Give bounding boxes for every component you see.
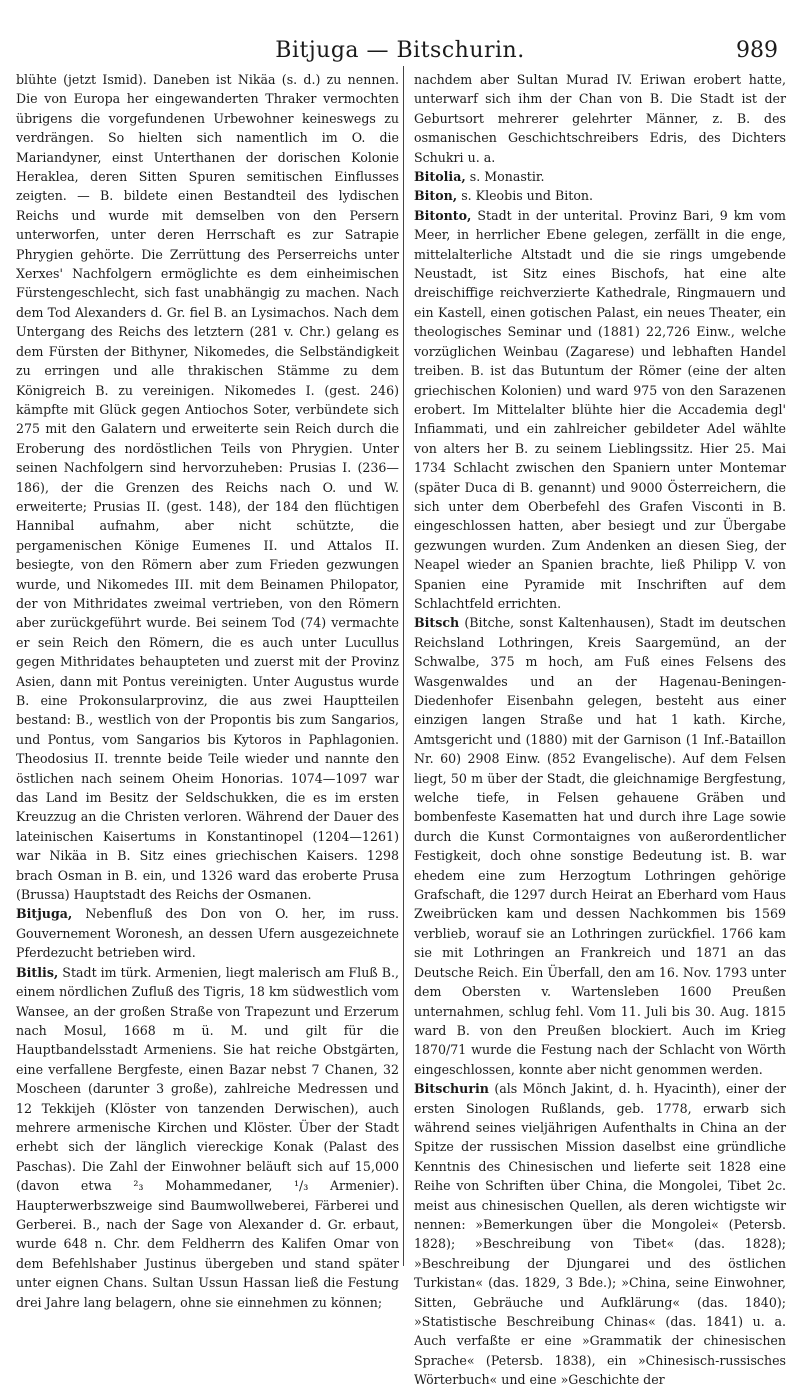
entry-text: s. Kleobis und Biton. xyxy=(457,188,594,204)
entry-biton xyxy=(414,186,786,205)
lemma-bitsch: Bitsch xyxy=(414,615,460,631)
entry-bitlis-continued: nachdem aber Sultan Murad IV. Eriwan erobert hatte, unterwarf sich ihm der Chan von B. Die Stadt ist der Geburtsort mehrerer gelehrter Männer, z. B. des osmanischen Geschichtschreibers Edris, des Dichters Schukri u. a. xyxy=(414,72,786,165)
entry-text: Stadt in der unterital. Provinz Bari, 9 km vom Meer, in herrlicher Ebene gelegen, zerfällt in die enge, mittelalterliche Altstadt und die sie rings umgebende Neustadt, ist Sitz eines Bischofs, hat eine alte dreischiffige reichverzierte Kathedrale, Ringmauern und ein Kastell, einen gotischen Palast, ein neues Theater, ein theologisches Seminar und (1881) 22,726 Einw., welche vorzüglichen Weinbau (Zagarese) und lebhaften Handel treiben. B. ist das Butuntum der Römer (eine der alten griechischen Kolonien) und ward 975 von den Sarazenen erobert. Im Mittelalter blühte hier die Accademia degl' Infiammati, und ein zahlreicher gebildeter Adel wählte von alters her B. zu seinem Lieblingssitz. Hier 25. Mai 1734 Schlacht zwischen den Spaniern unter Montemar (später Duca di B. genannt) und 9000 Österreichern, die sich unter dem Oberbefehl des Grafen Visconti in B. eingeschlossen hatten, aber besiegt und zur Übergabe gezwungen wurden. Zum Andenken an diesen Sieg, der Neapel wieder an Spanien brachte, ließ Philipp V. von Spanien eine Pyramide mit Inschriften auf dem Schlachtfeld errichten. xyxy=(414,207,786,611)
entry-bitschurin xyxy=(414,1079,786,1390)
entry-bitjuga xyxy=(16,904,399,962)
lemma-biton: Biton, xyxy=(414,188,458,204)
column-divider xyxy=(403,66,404,1266)
running-head: Bitjuga — Bitschurin. xyxy=(275,38,525,63)
entry-text: s. Monastir. xyxy=(465,169,545,185)
lemma-bitonto: Bitonto, xyxy=(414,207,472,223)
lemma-bitlis: Bitlis, xyxy=(16,964,59,980)
entry-text: (Bitche, sonst Kaltenhausen), Stadt im deutschen Reichsland Lothringen, Kreis Saargemünd, an der Schwalbe, 375 m hoch, am Fuß eines Felsens des Wasgenwaldes und an der Hagenau-Beningen-Diedenhofer Eisenbahn gelegen, besteht aus einer einzigen langen Straße und hat 1 kath. Kirche, Amtsgericht und (1880) mit der Garnison (1 Inf.-Bataillon Nr. 60) 2908 Einw. (852 Evangelische). Auf dem Felsen liegt, 50 m über der Stadt, die gleichnamige Bergfestung, welche tiefe, in Felsen gehauene Gräben und bombenfeste Kasematten hat und durch ihre Lage sowie durch die Kunst Cormontaignes von außerordentlicher Festigkeit, doch ohne sonstige Bedeutung ist. B. war ehedem eine zum Herzogtum Lothringen gehörige Grafschaft, die 1297 durch Heirat an Eberhard vom Haus Zweibrücken kam und dessen Nachkommen bis 1569 verblieb, worauf sie an Lothringen zurückfiel. 1766 kam sie mit Lothringen an Frankreich und 1871 an das Deutsche Reich. Ein Überfall, den am 16. Nov. 1793 unter dem Obersten v. Wartensleben 1600 Preußen unternahmen, schlug fehl. Vom 11. Juli bis 30. Aug. 1815 ward B. von den Preußen blockiert. Auch im Krieg 1870/71 wurde die Festung nach der Schlacht von Wörth eingeschlossen, konnte aber nicht genommen werden. xyxy=(414,615,786,1077)
entry-text: (als Mönch Jakint, d. h. Hyacinth), einer der ersten Sinologen Rußlands, geb. 1778, erwarb sich während seines vieljährigen Aufenthalts in China an der Spitze der russischen Mission daselbst eine gründliche Kenntnis des Chinesischen und lieferte seit 1828 eine Reihe von Schriften über China, die Mongolei, Tibet 2c. meist aus chinesischen Quellen, als deren wichtigste wir nennen: »Bemerkungen über die Mongolei« (Petersb. 1828); »Beschreibung von Tibet« (das. 1828); »Beschreibung der Djungarei und des östlichen Turkistan« (das. 1829, 3 Bde.); »China, seine Einwohner, Sitten, Gebräuche und Aufklärung« (das. 1840); »Statistische Beschreibung Chinas« (das. 1841) u. a. Auch verfaßte er eine »Grammatik der chinesischen Sprache« (Petersb. 1838), ein »Chinesisch-russisches Wörterbuch« und eine »Geschichte der xyxy=(414,1081,786,1388)
lemma-bitjuga: Bitjuga, xyxy=(16,906,73,922)
entry-text: Nebenfluß des Don von O. her, im russ. Gouvernement Woronesh, an dessen Ufern ausgezeichnete Pferdezucht betrieben wird. xyxy=(16,906,399,961)
lemma-bitolia: Bitolia, xyxy=(414,169,466,185)
entry-bitolia xyxy=(414,167,786,186)
entry-bitonto xyxy=(414,206,786,614)
entry-bitsch xyxy=(414,613,786,1079)
entry-text: Stadt im türk. Armenien, liegt malerisch am Fluß B., einem nördlichen Zufluß des Tigris, 18 km südwestlich vom Wansee, an der großen Straße von Trapezunt und Erzerum nach Mosul, 1668 m ü. M. und gilt für die Hauptbandelsstadt Armeniens. Sie hat reiche Obstgärten, eine verfallene Bergfeste, einen Bazar nebst 7 Chanen, 32 Moscheen (darunter 3 große), zahlreiche Medressen und 12 Tekkijeh (Klöster von tanzenden Derwischen), auch mehrere armenische Kirchen und Klöster. Über der Stadt erhebt sich der länglich viereckige Konak (Palast des Paschas). Die Zahl der Einwohner beläuft sich auf 15,000 (davon etwa ²₃ Mohammedaner, ¹/₃ Armenier). Haupterwerbszweige sind Baumwollweberei, Färberei und Gerberei. B., nach der Sage von Alexander d. Gr. erbaut, wurde 648 n. Chr. dem Feldherrn des Kalifen Omar von dem Befehlshaber Justinus übergeben und stand später unter eignen Chans. Sultan Ussun Hassan ließ die Festung drei Jahre lang belagern, ohne sie einnehmen zu können; xyxy=(16,964,399,1310)
page-number: 989 xyxy=(736,38,778,63)
left-column xyxy=(16,70,399,1312)
lemma-bitschurin: Bitschurin xyxy=(414,1081,489,1097)
page-header xyxy=(0,0,800,64)
entry-bithynien-continued: blühte (jetzt Ismid). Daneben ist Nikäa (s. d.) zu nennen. Die von Europa her eingewanderten Thraker vermochten übrigens die vorgefundenen Urbewohner keineswegs zu verdrängen. So hielten sich namentlich im O. die Mariandyner, einst Unterthanen der dorischen Kolonie Herakleа, deren Sitten Spuren semitischen Einflusses zeigten. — B. bildete einen Bestandteil des lydischen Reichs und wurde mit demselben von den Persern unterworfen, unter deren Herrschaft es zur Satrapie Phrygien gehörte. Die Zerrüttung des Perserreichs unter Xerxes' Nachfolgern ermöglichte es dem einheimischen Fürstengeschlecht, sich fast unabhängig zu machen. Nach dem Tod Alexanders d. Gr. fiel B. an Lysimachos. Nach dem Untergang des Reichs des letztern (281 v. Chr.) gelang es dem Fürsten der Bithyner, Nikomedes, die Selbständigkeit zu erringen und alle thrakischen Stämme zu dem Königreich B. zu vereinigen. Nikomedes I. (gest. 246) kämpfte mit Glück gegen Antiochos Soter, verbündete sich 275 mit den Galatern und erweiterte sein Reich durch die Eroberung des nordöstlichen Teils von Phrygien. Unter seinen Nachfolgern sind hervorzuheben: Prusias I. (236—186), der die Grenzen des Reichs nach O. und W. erweiterte; Prusias II. (gest. 148), der 184 den flüchtigen Hannibal aufnahm, aber nicht schützte, die pergamenischen Könige Eumenes II. und Attalos II. besiegte, von den Römern aber zum Frieden gezwungen wurde, und Nikomedes III. mit dem Beinamen Philopator, der von Mithridates zweimal vertrieben, von den Römern aber zurückgeführt wurde. Bei seinem Tod (74) vermachte er sein Reich den Römern, die es auch unter Lucullus gegen Mithridates behaupteten und zuerst mit der Provinz Asien, dann mit Pontus vereinigten. Unter Augustus wurde B. eine Prokonsularprovinz, die aus zwei Hauptteilen bestand: B., westlich von der Propontis bis zum Sangarios, und Pontus, vom Sangarios bis Kytoros in Paphlagonien. Theodosius II. trennte beide Teile wieder und nannte den östlichen nach seinem Oheim Honorias. 1074—1097 war das Land im Besitz der Seldschukken, die es im ersten Kreuzzug an die Christen verloren. Während der Dauer des lateinischen Kaisertums in Konstantinopel (1204—1261) war Nikäa in B. Sitz eines griechischen Kaisers. 1298 brach Osman in B. ein, und 1326 ward das eroberte Prusa (Brussa) Hauptstadt des Reichs der Osmanen. xyxy=(16,72,399,903)
entry-bitlis xyxy=(16,963,399,1312)
right-column xyxy=(414,70,786,1390)
